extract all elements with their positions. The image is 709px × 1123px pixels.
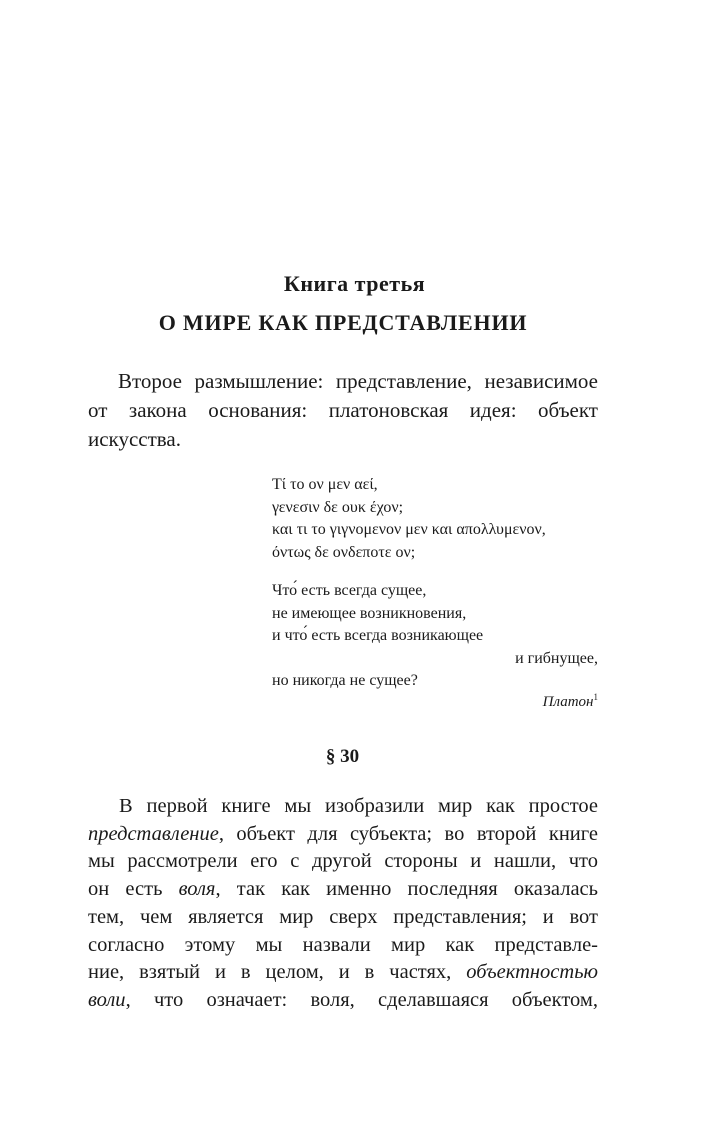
body-text-run: , так как именно последняя оказалась — [215, 878, 598, 901]
body-line: В первой книге мы изобразили мир как простое — [119, 795, 598, 817]
emphasis: воля — [178, 878, 216, 901]
body-text-run: он есть — [88, 878, 179, 901]
epigraph-attribution — [272, 692, 598, 711]
body-line: тем, чем является мир сверх представления; и вот — [88, 905, 598, 928]
part-title: О МИРЕ КАК ПРЕДСТАВЛЕНИИ — [158, 310, 528, 335]
epigraph-russian-line: но никогда не сущее? — [272, 672, 418, 689]
emphasis: воли — [88, 988, 126, 1011]
epigraph-russian-line: и что́ есть всегда возникающее — [272, 627, 484, 644]
body-text-run: ние, взятый и в целом, и в частях, — [88, 961, 467, 984]
book-subtitle: Второе размышление: представление, независимое от закона основания: платоновская идея: объект искусства. — [88, 369, 598, 451]
epigraph-russian-line: не имеющее возникновения, — [272, 604, 467, 622]
body-line — [88, 876, 598, 904]
body-line: мы рассмотрели его с другой стороны и нашли, что — [88, 850, 598, 873]
epigraph-author: Платон — [542, 694, 594, 710]
book-title: Книга третья — [283, 271, 426, 296]
body-line — [88, 959, 598, 987]
epigraph-greek-line: Τί το ον μεν αεί, — [272, 476, 378, 493]
emphasis: объектностью — [466, 961, 598, 984]
epigraph-greek-line: όντως δε ονδεποτε ον; — [272, 543, 416, 561]
section-heading: § 30 — [325, 746, 360, 767]
epigraph-greek-line: γενεσιν δε ουκ έχον; — [272, 498, 404, 516]
epigraph-russian-line: и гибнущее, — [515, 649, 598, 667]
epigraph-greek — [272, 474, 598, 564]
body-line: согласно этому мы назвали мир как представле- — [88, 933, 598, 956]
emphasis: представление — [88, 822, 219, 845]
footnote-marker[interactable]: 1 — [593, 692, 598, 702]
epigraph-russian-line: Что́ есть всегда сущее, — [272, 582, 427, 599]
body-text-run: , объект для субъекта; во второй книге — [218, 822, 598, 845]
body-text-run: , что означает: воля, сделавшаяся объектом, — [125, 988, 598, 1011]
body-line — [88, 987, 598, 1015]
body-line — [88, 821, 598, 849]
epigraph-greek-line: και τι το γιγνομενον μεν και απολλυμενον, — [272, 521, 546, 538]
epigraph-russian — [272, 580, 598, 693]
body-paragraph — [88, 793, 598, 1015]
